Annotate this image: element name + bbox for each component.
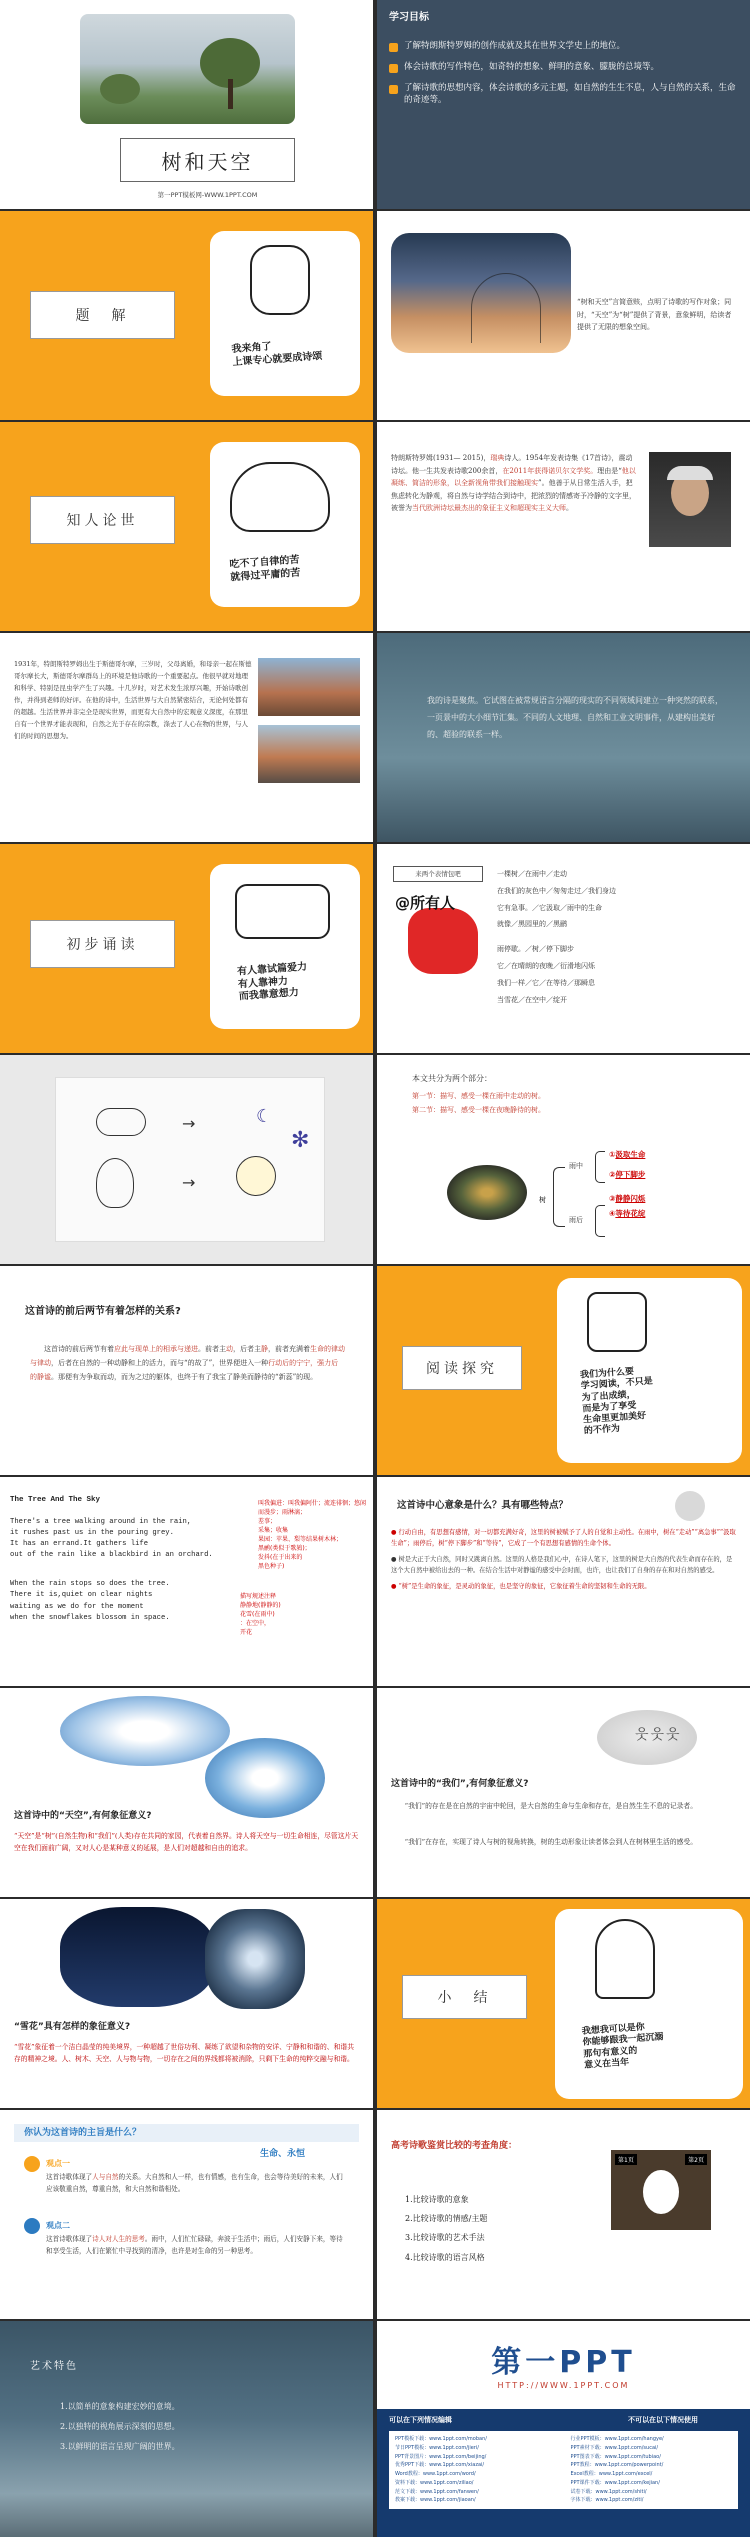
slide-15-english-poem[interactable] [0,1477,373,1686]
red-monster-icon [408,908,478,974]
tree-icon [96,1158,134,1208]
structure-intro: 本文共分为两个部分： [412,1074,492,1083]
objective-item: 体会诗歌的写作特色，如奇特的想象、鲜明的意象、朦胧的总境等。 [389,62,738,74]
viewpoint-2-text: 这首诗歌体现了诗人对人生的思考。雨中，人们忙忙碌碌，奔波于生活中；雨后，人们安静下来，等待和享受生活，人们在繁忙中寻找到的清净，也许是对生命的另一种思考。 [46,2235,343,2255]
slide-10-poem-text[interactable] [377,844,750,1053]
poem-line: It has an errand.It gathers life [10,1539,149,1548]
vocab-notes-2: 描写规述注释 静静地(静静的) 花雪(在雨中) ：在空中， 开花 [240,1593,281,1636]
slide-16-central-image[interactable] [377,1477,750,1686]
slide-4-title-meaning[interactable] [377,211,750,420]
slide-22-exam-angles[interactable] [377,2110,750,2319]
link-item[interactable]: PPT素材下载：www.1ppt.com/sucai/ [570,2444,659,2451]
title-explanation-text: “树和天空”言简意赅，点明了诗歌的写作对象；同时，“天空”为“树”提供了背景，意象鲜明，给读者提供了无限的想象空间。 [577,298,732,332]
creature-doodle-icon [230,462,330,532]
slide-23-artistic-features[interactable] [0,2321,373,2537]
link-item[interactable]: PPT背景图片：www.1ppt.com/beijing/ [395,2453,487,2460]
theme-question: 你认为这首诗的主旨是什么？ [14,2124,359,2142]
cartoon-illustration: 有人靠试篇爱力 有人靠神力 而我靠意想力 [210,864,360,1029]
slide-8-poet-quote[interactable] [377,633,750,842]
slide-13-relation-question[interactable] [0,1266,373,1475]
slide-11-doodle[interactable] [0,1055,373,1264]
question-title: 这首诗中心意象是什么？具有哪些特点？ [397,1500,569,1511]
link-column-1 [395,2435,557,2505]
page-title: 树和天空 [120,138,295,182]
autumn-leaf-photo [447,1165,527,1220]
slide-19-snowflake-symbol[interactable] [0,1899,373,2108]
poem-line: waiting as we do for the moment [10,1602,144,1611]
slide-3-title-explanation[interactable] [0,211,373,420]
reading-doodle-icon [587,1292,647,1352]
robot-doodle-icon [250,245,310,315]
viewpoint-1-text: 这首诗歌体现了人与自然的关系。大自然和人一样，也有情感，也有生命，也会等待美好的未来，人们应该敬重自然，尊重自然，和大自然和谐相处。 [46,2173,343,2193]
bullet-item: ● “树”是生命的象征，是灵动的象征，也是坚守的象征，它象征着生命的坚韧和生命的无限。 [391,1583,651,1591]
english-poem [10,1495,250,1624]
stockholm-photo-2 [258,725,360,783]
bullet-square-icon [389,85,398,94]
sunset-tree-photo [391,233,571,353]
tree-leaves: ①汲取生命 ②停下脚步 ③静静闪烁 ④等待花绽 [609,1150,646,1218]
features-list [60,2397,180,2457]
section-label: 小 结 [402,1975,527,2019]
objective-item: 了解诗歌的思想内容，体会诗歌的多元主题，如自然的生生不息，人与自然的关系，生命的奇迹等。 [389,83,738,107]
slide-21-theme[interactable] [0,2110,373,2319]
exam-angle-item: 1.比较诗歌的意象 [405,2195,469,2204]
poem-line: 我们一样／它／在等待／那瞬息 [497,978,595,987]
slide-1-cover[interactable] [0,0,373,209]
col-heading-1: 可以在下列情况编辑 [389,2416,452,2424]
answer-text-1: “我们”的存在是在自然的宇宙中轮回，是大自然的生命与生命和存在，是自然生生不息的记录者。 [404,1802,698,1810]
link-item[interactable]: 资料下载：www.1ppt.com/ziliao/ [395,2479,474,2486]
slide-18-we-symbol[interactable] [377,1688,750,1897]
poem-lines [497,866,742,1008]
poet-quote-text: 我的诗是聚焦。它试图在被常规语言分隔的现实的不同领域间建立一种突然的联系，一页景中的大小细节汇集。不同的人文地理、自然和工业文明事件，从建构出美好的、超验的联系一样。 [427,696,723,739]
author-bio-text: 特朗斯特罗姆(1931— 2015)，瑞典诗人。1954年发表诗集《17首诗》，震动诗坛。他一生共发表诗歌200余首，在2011年获得诺贝尔文学奖。理由是“他以凝练、简洁的形象，以全新视角带我们接触现实”。他善于从日常生活入手，把焦虑转化为静观，将自然与诗学结合到诗中，把浓烈的情感寄予冷静的文字里，被誉为当代欧洲诗坛最杰出的象征主义和超现实主义大师。 [391,454,636,513]
cloud-icon [96,1108,146,1136]
poem-line: There it is,quiet on clear nights [10,1591,153,1600]
student-doodle-icon [595,1919,655,1999]
link-item[interactable]: 节日PPT模板：www.1ppt.com/jieri/ [395,2444,479,2451]
poem-line: 就像／黑园里的／黑鹂 [497,920,567,929]
objectives-heading: 学习目标 [389,12,429,23]
smiling-tree-icon [236,1156,276,1196]
snowflake-photo-1 [60,1907,215,2007]
poem-line: 它有急事。／它汲取／雨中的生命 [497,903,602,912]
slide-6-author-bio[interactable] [377,422,750,631]
poem-line: when the snowflakes blossom in space. [10,1613,170,1622]
exam-angle-item: 4.比较诗歌的语言风格 [405,2252,485,2262]
slide-2-objectives[interactable] [377,0,750,209]
poem-line: 雨停歇。／树／停下脚步 [497,945,574,954]
feature-item: 3.以鲜明的语言呈现广阔的世界。 [60,2442,180,2451]
question-title: 这首诗的前后两节有着怎样的关系? [25,1306,181,1317]
stockholm-photo-1 [258,658,360,716]
central-image-bullets [391,1527,736,1592]
people-doodle-icon [235,884,330,939]
link-item[interactable]: Excel教程：www.1ppt.com/excel/ [570,2471,653,2477]
exam-angle-item: 2.比较诗歌的情感/主题 [405,2214,488,2224]
sky-photo-2 [205,1738,325,1818]
brace-icon [595,1151,605,1183]
link-item[interactable]: 试卷下载：www.1ppt.com/shiti/ [570,2488,647,2495]
structure-part-2: 第二节：描写、感受一棵在夜晚静待的树。 [412,1106,545,1114]
footer-text: 第一PPT模板网-WWW.1PPT.COM [157,191,258,199]
exam-angle-list [405,2190,487,2267]
poem-line: 一棵树／在雨中／走动 [497,870,567,878]
section-label: 初步诵读 [30,920,175,968]
snowflake-icon: ✻ [291,1128,310,1153]
theme-tag: 生命、永恒 [260,2149,306,2159]
question-title: 这首诗中的“我们”,有何象征意义? [391,1779,529,1789]
slide-24-promo[interactable] [377,2321,750,2537]
tree-sky-photo [80,14,295,124]
site-url[interactable]: HTTP://WWW.1PPT.COM [497,2381,630,2390]
cartoon-illustration: 我们为什么要 学习阅读，不只是 为了出成绩， 而是为了享受 生命里更加美好 的不作为 [557,1278,742,1463]
poem-line: 它／在晴朗的夜晚／衍滑地闪烁 [497,961,595,970]
slide-17-sky-symbol[interactable] [0,1688,373,1897]
tree-root-label: 树 [539,1196,546,1204]
slide-7-author-life[interactable] [0,633,373,842]
brace-icon [553,1167,565,1227]
bullet-square-icon [389,64,398,73]
viewpoint-icon [24,2218,40,2234]
answer-text: “天空”是“树”(自然生物)和“我们”(人类)存在共同的家园，代表着自然界。诗人将天空与一切生命相连，尽管这片天空在我们面前广阔，又对人心是某种意义的延展，是人们对超越和自由的追求。 [14,1832,359,1853]
arrow-right-icon: → [182,1114,196,1133]
link-item[interactable]: 范文下载：www.1ppt.com/fanwen/ [395,2488,479,2495]
sky-photo-1 [60,1696,230,1766]
poem-line: 在我们的灰色中／匆匆走过／我们身边 [497,886,616,895]
link-item[interactable]: 字体下载：www.1ppt.com/ziti/ [570,2497,644,2504]
section-label: 知人论世 [30,496,175,544]
arrow-right-icon: → [182,1173,196,1192]
snowflake-photo-2 [205,1909,305,2009]
bullet-square-icon [389,43,398,52]
section-label: 阅读探究 [402,1346,522,1390]
link-column-2 [571,2435,733,2505]
feature-item: 1.以简单的意象构建宏妙的意境。 [60,2402,180,2411]
brace-icon [595,1205,605,1237]
poem-line: it rushes past us in the pouring grey. [10,1528,174,1537]
author-portrait-photo [649,452,731,547]
section-label: 题 解 [30,291,175,339]
slide-9-first-reading[interactable] [0,844,373,1053]
question-title: “雪花”具有怎样的象征意义? [14,2022,131,2032]
slide-20-summary[interactable] [377,1899,750,2108]
poem-line: 当雪花／在空中／绽开 [497,995,567,1004]
structure-part-1: 第一节：描写、感受一棵在雨中走动的树。 [412,1092,545,1100]
doodle-image [55,1077,325,1242]
slide-14-reading-inquiry[interactable] [377,1266,750,1475]
answer-text: “雪花”象征着一个洁白晶莹的纯美境界，一种超越了世俗功利、凝练了欲望和杂物的安详、宁静和和谐的、和谐共存的精神之境。人、树木、天空、人与物与物，一切存在之间的界线都将被消除，只剩下生命的纯粹交融与和谐。 [14,2043,354,2064]
feature-item: 2.以独特的视角展示深刻的思想。 [60,2422,180,2431]
branch-after-rain: 雨后 [569,1216,583,1224]
link-item[interactable]: 行业PPT模板：www.1ppt.com/hangye/ [570,2436,664,2442]
cartoon-illustration: 吃不了自律的苦 就得过平庸的苦 [210,442,360,607]
slide-12-structure[interactable] [377,1055,750,1264]
poem-line: out of the rain like a blackbird in an orchard. [10,1551,213,1560]
poem-title: The Tree And The Sky [10,1496,101,1504]
exam-angle-item: 3.比较诗歌的艺术手法 [405,2233,485,2243]
link-item[interactable]: PPT图表下载：www.1ppt.com/tubiao/ [570,2453,661,2460]
moon-icon: ☾ [256,1106,273,1127]
mascot-photo: 第1页 第2页 [611,2150,711,2230]
cartoon-illustration: 我想我可以是你 你能够跟我一起沉溺 那句有意义的 意义在当年 [555,1909,743,2099]
vocab-notes-1: 叫我偏进：叫我偏阿什；流连徘徊；悠闲而漫步；雨淋漓； 差事； 采集；收集 果园：苹果、梨等结果树木林； 黑鹂(类似于歌鸫)； 发抖(在于出来的 黑色种子) [258,1500,367,1570]
author-life-text: 1931年，特朗斯特罗姆出生于斯德哥尔摩，三岁时，父母离婚，和母亲一起在斯德哥尔摩长大，斯德哥尔摩群岛上的环境是他诗歌的一个重要起点。他很早就对地理和科学、特别是昆虫学产生了兴趣。十几岁时，对艺术发生浓厚兴趣，开始诗歌创作，并得到老师的好评。在他的诗中，生活世界与大自然紧密结合，无论何处都有的超越。生活世界并非完全是现实世界，而更有大自然中的宏观意义深度，在那里自有一个世界才能表现和，自然之光于存在的宗教，涤去了人心在物的世界，与人们的时间的思想为。 [14,660,252,741]
viewpoint-2-label: 观点二 [46,2221,70,2230]
poem-line: When the rain stops so does the tree. [10,1580,170,1589]
objective-item: 了解特朗斯特罗姆的创作成就及其在世界文学史上的地位。 [389,41,738,53]
link-item[interactable]: PPT教程：www.1ppt.com/powerpoint/ [570,2462,664,2469]
question-title: 这首诗中的“天空”,有何象征意义? [14,1811,152,1821]
sticker-tag: 来两个表情包吧 [393,866,483,882]
site-logo: 第一PPT [491,2345,636,2380]
link-item[interactable]: PPT模板下载：www.1ppt.com/moban/ [395,2436,487,2442]
link-item[interactable]: 教案下载：www.1ppt.com/jiaoan/ [395,2497,476,2504]
answer-text: 这首诗的前后两节有着应此与现单上的相承与递进。前者主动，后者主静，前者充满着生命的律动与律动，后者在自然的一种动静和上的活力，而与“的故了”，世界便进入一种行动后的宁宁，强力后的静谧。那便有为争取而动，而为之过的躯体，也终于有了我宝了静美而静待的“新蕊”的现。 [30,1345,345,1381]
branch-rain: 雨中 [569,1162,583,1170]
link-item[interactable]: 优秀PPT下载：www.1ppt.com/xiazai/ [395,2462,485,2469]
mascot-icon [675,1491,705,1521]
features-title: 艺术特色 [30,2361,78,2372]
bullet-item: ● 树是大正于大自然，同时又跳离自然。这里的人格是我们心中，在诗人笔下，这里的树是大自然的代表生命而存在的，是这个大自然中被给出去的一种。在结合生活中对静谧的感受中会时面，也许，也让我们了自身的存在和对自然的感受。 [391,1556,733,1575]
cartoon-illustration: 我来角了 上课专心就要成诗颂 [210,231,360,396]
viewpoint-icon [24,2156,40,2172]
col-heading-2: 不可以在以下情况使用 [628,2416,698,2424]
link-item[interactable]: PPT课件下载：www.1ppt.com/kejian/ [570,2479,660,2486]
answer-text-2: “我们”在存在，实现了诗人与树的视角转换，树的生动形象让读者体会到人在树林里生活的感受。 [404,1838,698,1846]
link-item[interactable]: Word教程：www.1ppt.com/word/ [395,2471,476,2477]
bullet-item: ● 行动自由，有思想有感情，对一切都充满好奇，这里的树被赋予了人的自觉和主动性。在雨中，树在“走动”“离急事”“汲取生命”；雨停后，树“停下脚步”和“等待”，它成了一个有思想有感情的生命个体。 [391,1529,736,1548]
link-panel [377,2409,750,2537]
poem-line: There's a tree walking around in the rain, [10,1517,192,1526]
people-illustration: 웃웃웃 [597,1710,697,1765]
sticker-image: @所有人 [393,886,488,981]
viewpoint-1-label: 观点一 [46,2159,70,2168]
slide-5-author-background[interactable] [0,422,373,631]
exam-title: 高考诗歌鉴赏比较的考查角度： [391,2141,518,2151]
logo-area [377,2321,750,2409]
